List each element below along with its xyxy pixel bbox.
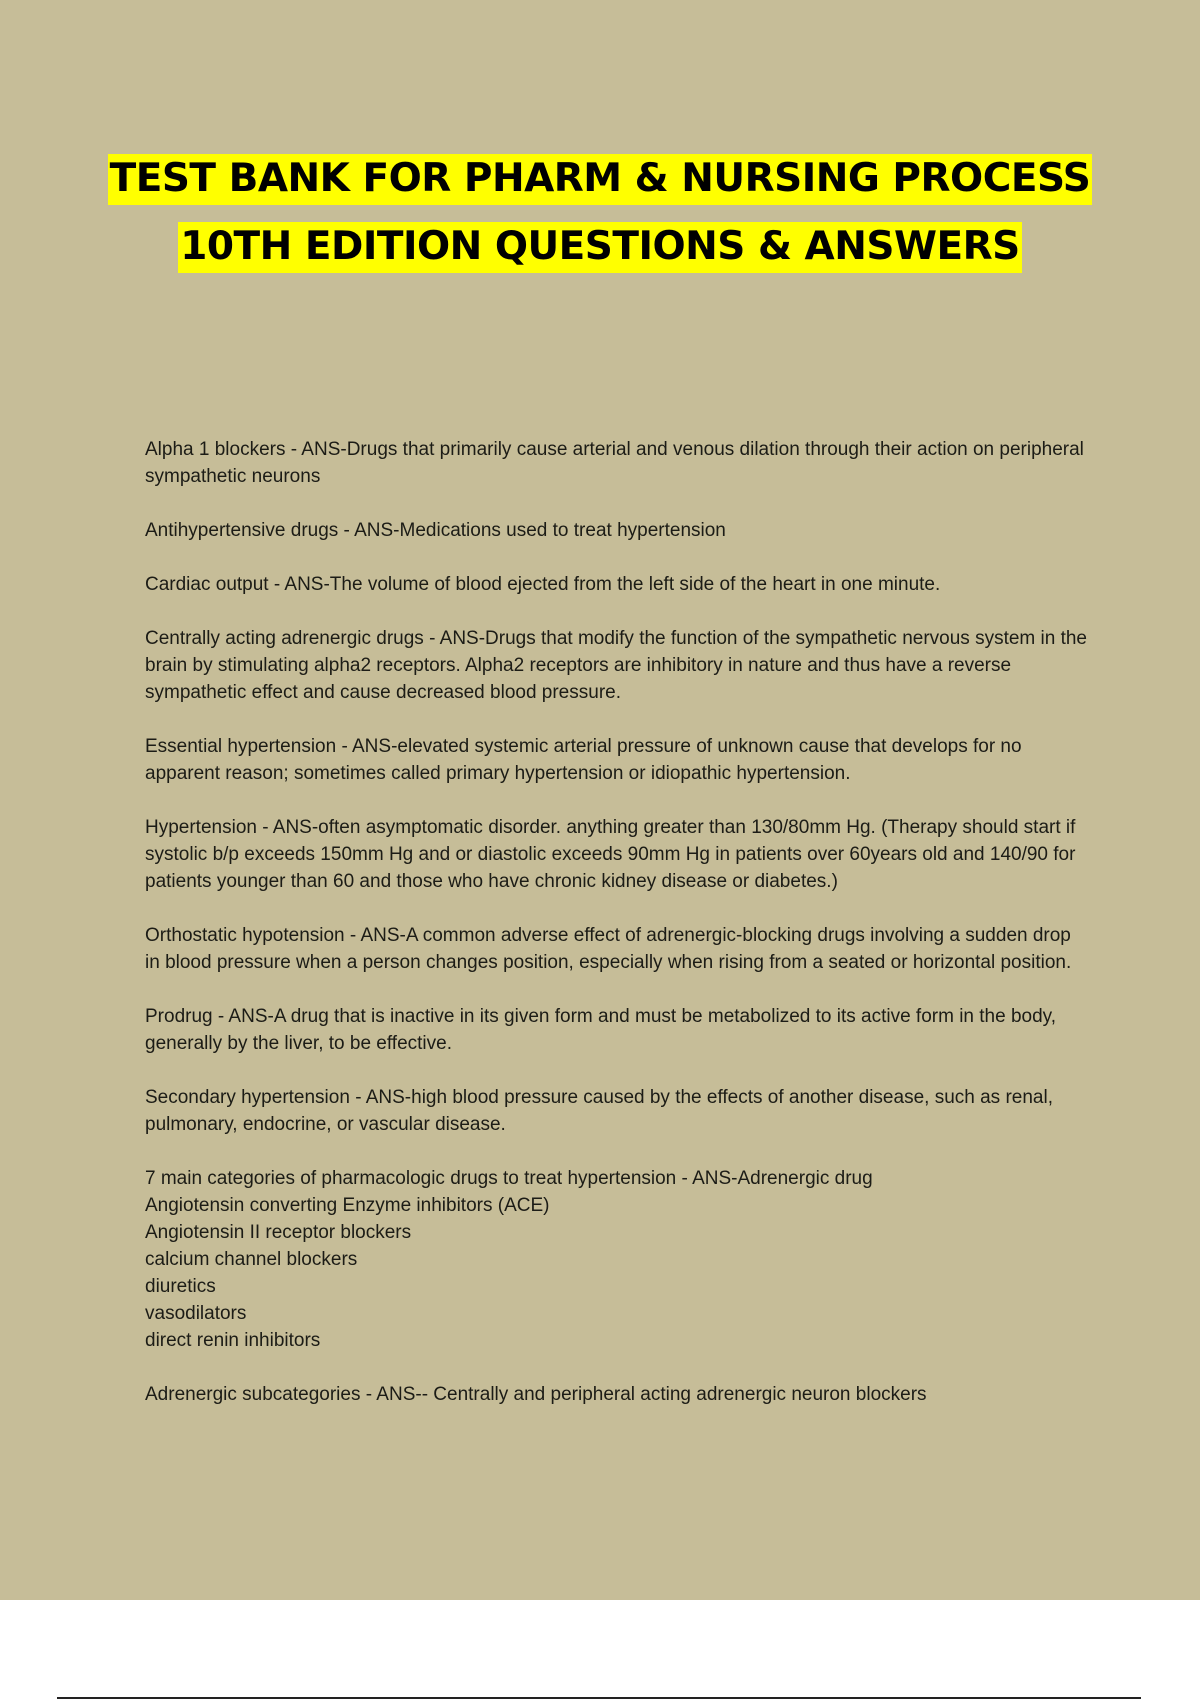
qa-entry: Prodrug - ANS-A drug that is inactive in its given form and must be metabolized to its active form in the body, generally by the liver, to be effective. — [145, 1006, 1057, 1054]
qa-entry: Cardiac output - ANS-The volume of blood ejected from the left side of the heart in one minute. — [145, 574, 941, 595]
qa-entry: Centrally acting adrenergic drugs - ANS-Drugs that modify the function of the sympathetic nervous system in the brain by stimulating alpha2 receptors. Alpha2 receptors are inhibitory in nature and thus have a reverse sympathetic effect and cause decreased blood pressure. — [145, 628, 1088, 703]
qa-entry: Antihypertensive drugs - ANS-Medications used to treat hypertension — [145, 520, 726, 541]
document-title — [0, 145, 1200, 281]
footer-divider — [57, 1697, 1141, 1699]
qa-entry: Orthostatic hypotension - ANS-A common adverse effect of adrenergic-blocking drugs involving a sudden drop in blood pressure when a person changes position, especially when rising from a seated or horizontal position. — [145, 925, 1072, 973]
title-line-1: TEST BANK FOR PHARM & NURSING PROCESS — [108, 154, 1093, 205]
qa-entry-list-categories: 7 main categories of pharmacologic drugs to treat hypertension - ANS-Adrenergic drug Angiotensin converting Enzyme inhibitors (ACE) Angiotensin II receptor blockers calcium channel blockers diuretics vasodilators direct renin inhibitors — [145, 1168, 873, 1351]
title-line-2: 10TH EDITION QUESTIONS & ANSWERS — [178, 222, 1022, 273]
qa-entry-list — [145, 436, 1090, 1435]
qa-entry: Secondary hypertension - ANS-high blood pressure caused by the effects of another disease, such as renal, pulmonary, endocrine, or vascular disease. — [145, 1087, 1053, 1135]
qa-entry: Alpha 1 blockers - ANS-Drugs that primarily cause arterial and venous dilation through their action on peripheral sympathetic neurons — [145, 439, 1084, 487]
qa-entry: Hypertension - ANS-often asymptomatic disorder. anything greater than 130/80mm Hg. (Therapy should start if systolic b/p exceeds 150mm Hg and or diastolic exceeds 90mm Hg in patients over 60years old and 140/90 for patients younger than 60 and those who have chronic kidney disease or diabetes.) — [145, 817, 1076, 892]
qa-entry: Adrenergic subcategories - ANS-- Centrally and peripheral acting adrenergic neuron blockers — [145, 1384, 927, 1405]
qa-entry: Essential hypertension - ANS-elevated systemic arterial pressure of unknown cause that develops for no apparent reason; sometimes called primary hypertension or idiopathic hypertension. — [145, 736, 1022, 784]
